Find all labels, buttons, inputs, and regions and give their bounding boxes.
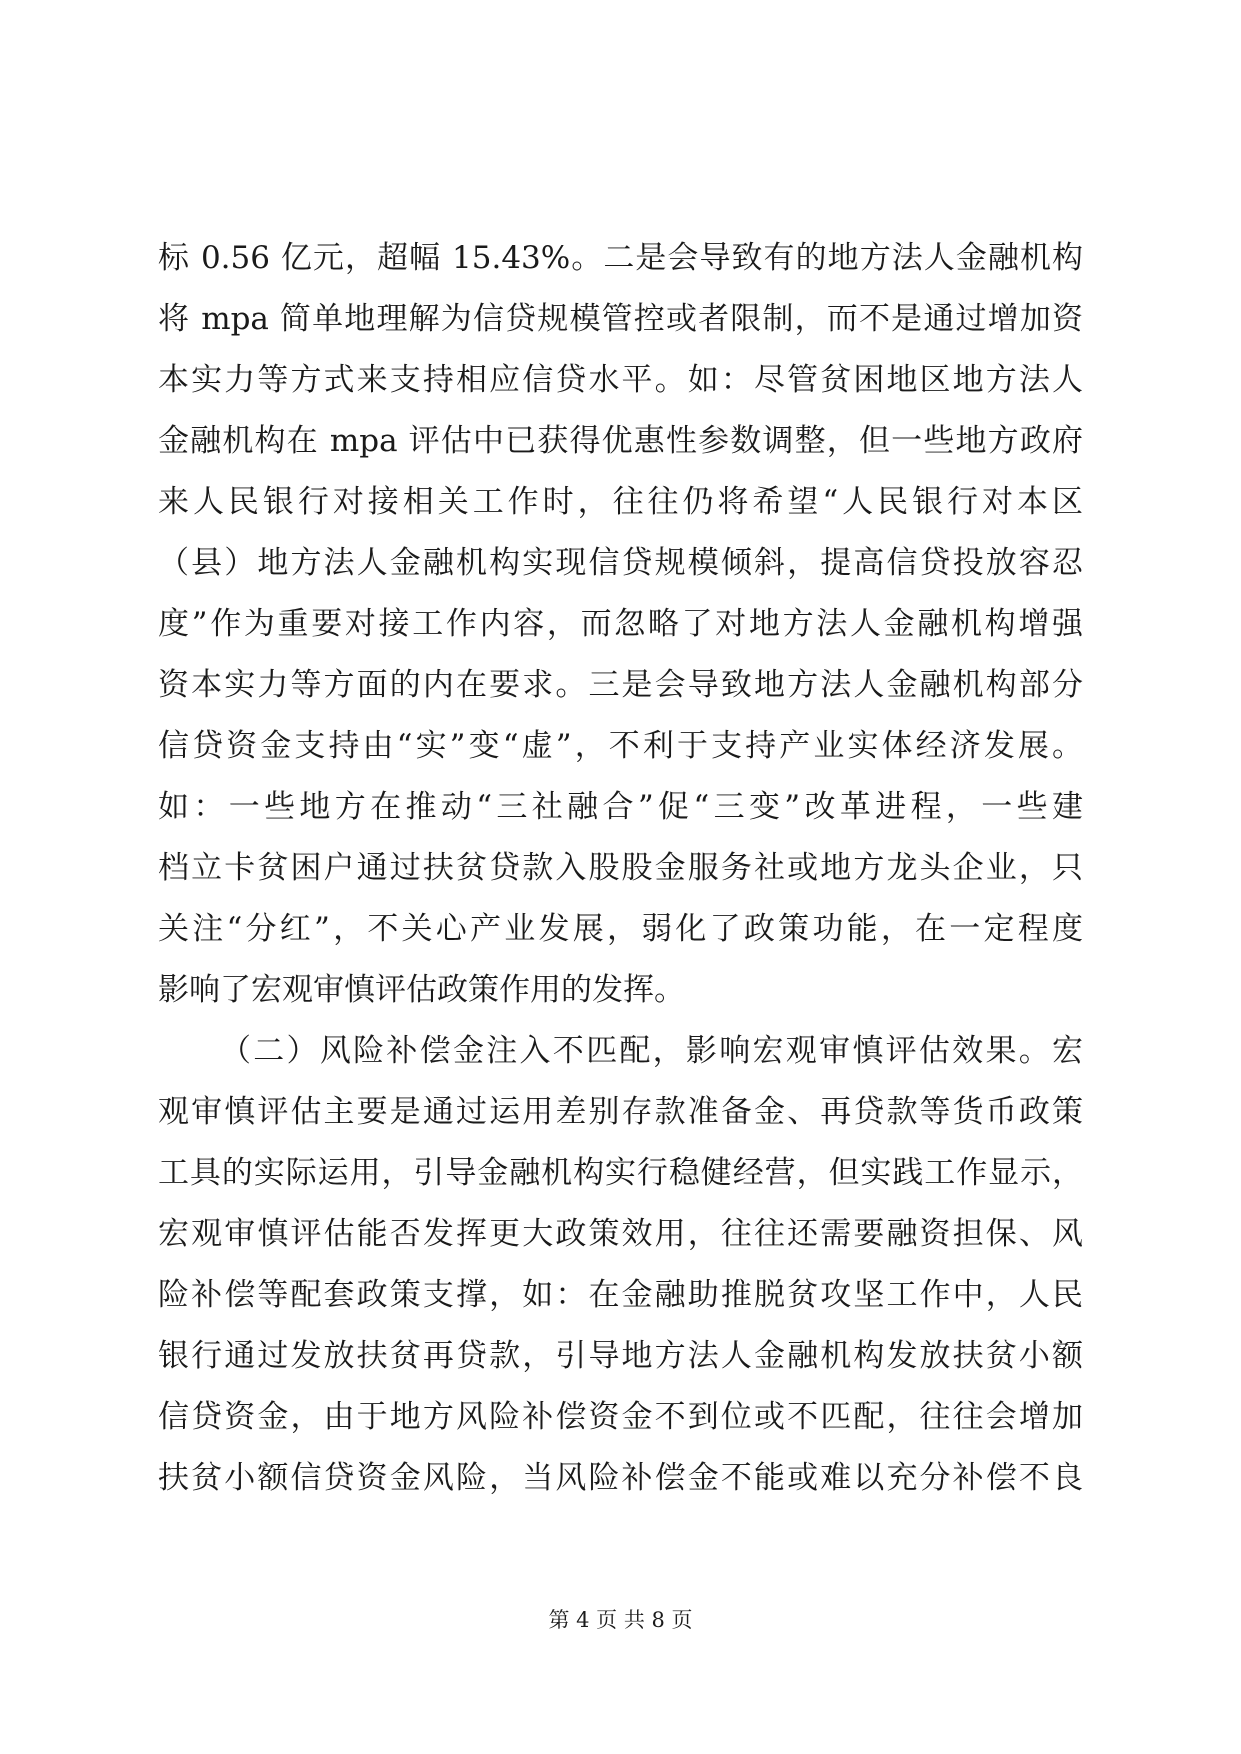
text-line: 资本实力等方面的内在要求。三是会导致地方法人金融机构部分 xyxy=(158,667,1083,703)
section-heading-line: （二）风险补偿金注入不匹配，影响宏观审慎评估效果。宏 xyxy=(220,1033,1083,1069)
page-number-footer: 第 4 页 共 8 页 xyxy=(548,1608,693,1632)
text-line: 工具的实际运用，引导金融机构实行稳健经营，但实践工作显示， xyxy=(158,1155,1083,1191)
text-line: （县）地方法人金融机构实现信贷规模倾斜，提高信贷投放容忍 xyxy=(158,545,1083,581)
text-line: 险补偿等配套政策支撑，如：在金融助推脱贫攻坚工作中，人民 xyxy=(158,1277,1083,1313)
text-line: 度”作为重要对接工作内容，而忽略了对地方法人金融机构增强 xyxy=(158,606,1083,642)
text-line: 信贷资金支持由“实”变“虚”，不利于支持产业实体经济发展。 xyxy=(158,728,1083,764)
text-line: 关注“分红”，不关心产业发展，弱化了政策功能，在一定程度 xyxy=(158,911,1083,947)
text-line: 观审慎评估主要是通过运用差别存款准备金、再贷款等货币政策 xyxy=(158,1094,1083,1130)
text-line: 标 0.56 亿元，超幅 15.43%。二是会导致有的地方法人金融机构 xyxy=(158,240,1083,276)
text-line: 本实力等方式来支持相应信贷水平。如：尽管贫困地区地方法人 xyxy=(158,362,1083,398)
body-text xyxy=(158,228,1083,1509)
text-line: 如：一些地方在推动“三社融合”促“三变”改革进程，一些建 xyxy=(158,789,1083,825)
text-line: 将 mpa 简单地理解为信贷规模管控或者限制，而不是通过增加资 xyxy=(158,301,1083,337)
text-line: 宏观审慎评估能否发挥更大政策效用，往往还需要融资担保、风 xyxy=(158,1216,1083,1252)
text-line: 扶贫小额信贷资金风险，当风险补偿金不能或难以充分补偿不良 xyxy=(158,1460,1083,1496)
text-line: 档立卡贫困户通过扶贫贷款入股股金服务社或地方龙头企业，只 xyxy=(158,850,1083,886)
text-line: 银行通过发放扶贫再贷款，引导地方法人金融机构发放扶贫小额 xyxy=(158,1338,1083,1374)
text-line: 影响了宏观审慎评估政策作用的发挥。 xyxy=(158,972,685,1008)
text-line: 信贷资金，由于地方风险补偿资金不到位或不匹配，往往会增加 xyxy=(158,1399,1083,1435)
text-line: 金融机构在 mpa 评估中已获得优惠性参数调整，但一些地方政府 xyxy=(158,423,1083,459)
text-line: 来人民银行对接相关工作时，往往仍将希望“人民银行对本区 xyxy=(158,484,1083,520)
